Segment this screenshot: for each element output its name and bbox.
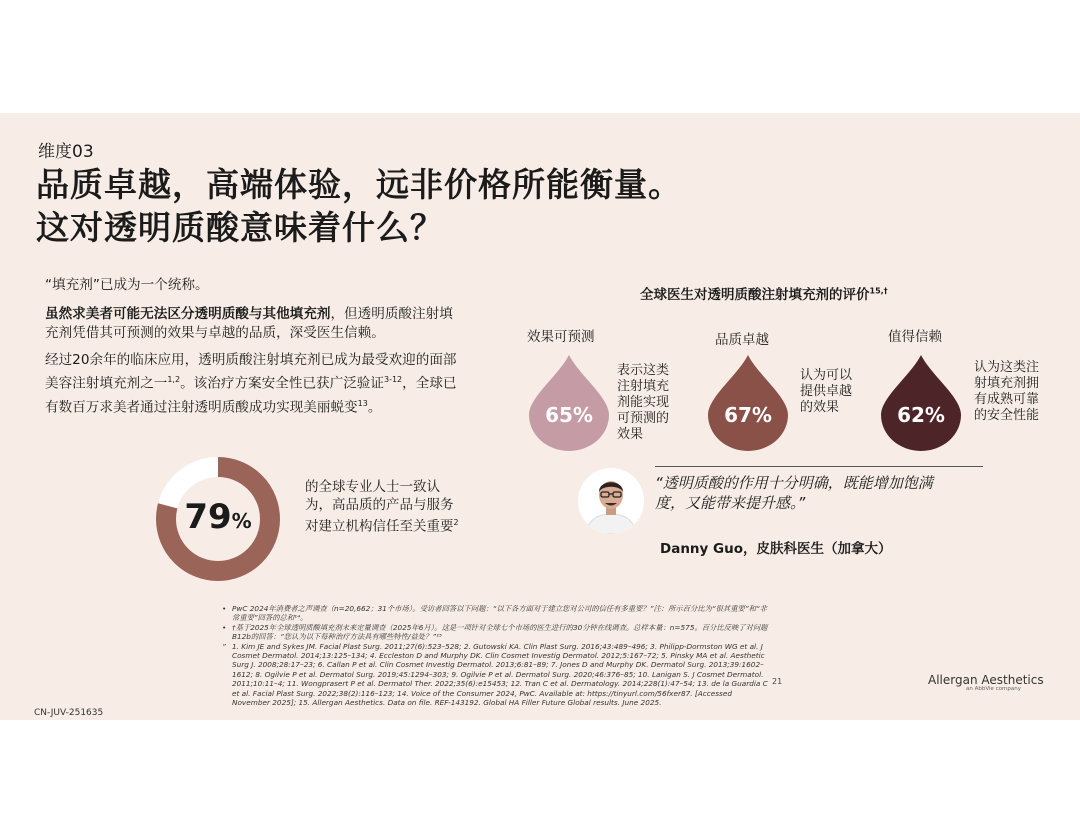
footnote-item (222, 642, 770, 708)
drop-description-line: 的效果 (800, 400, 840, 415)
drop-label: 效果可预测 (527, 329, 595, 345)
drop-description (617, 363, 669, 443)
trust-paragraph-rest: ，但透明质酸注射填充剂凭借其可预测的效果与卓越的品质，深受医生信赖。 (45, 306, 453, 341)
drop-value: 65% (545, 403, 593, 427)
footnote-bullet: • (222, 604, 227, 613)
stat-79-value: 79% (184, 497, 252, 537)
drop-description-line: 效果 (617, 427, 644, 442)
history-paragraph: 经过20余年的临床应用，透明质酸注射填充剂已成为最受欢迎的面部美容注射填充剂之一$^{1,2}$。该治疗方案安全性已获广泛验证$^{3-12}$，全球已有数百万求美者通过注射透明质酸成功实现美丽蜕变$^{13}$。 (45, 352, 457, 416)
drop-label: 品质卓越 (715, 332, 769, 348)
chart-title: 全球医生对透明质酸注射填充剂的评价$^{15,\dagger}$ (640, 286, 888, 303)
drop-description-line: 的安全性能 (974, 408, 1040, 423)
drop-description-line: 认为可以 (800, 368, 853, 383)
footnotes (222, 604, 770, 707)
drop-value: 67% (724, 403, 772, 427)
drop-description-line: 认为这类注 (974, 360, 1040, 375)
page-number: 21 (772, 677, 783, 686)
quote-speaker: Danny Guo，皮肤科医生（加拿大） (660, 541, 892, 557)
footnote-text: 1. Kim JE and Sykes JM. Facial Plast Surg. 2011;27(6):523–528; 2. Gutowski KA. Clin Plast Surg. 2016;43:489–496; 3. Philipp-Dormston WG et al. J Cosmet Dermatol. 2014;13:125–134; 4. Eccleston D and Murphy DK. Clin Cosmet Investig Dermatol. 2012;5:167–72; 5. Pinsky MA et al. Aesthetic Surg J. 2008;28:17–23; 6. Callan P et al. Clin Cosmet Investig Dermatol. 2013;6:81–89; 7. Jones D and Murphy DK. Dermatol Surg. 2013;39:1602–1612; 8. Ogilvie P et al. Dermatol Surg. 2019;45:1294–303; 9. Ogilvie P et al. Dermatol Surg. 2020;46:376–85; 10. Lanigan S. J Cosmet Dermatol. 2011;10:11–4; 11. Wongprasert P et al. Dermatol Ther. 2022;35(6):e15453; 12. Tran C et al. Dermatology. 2014;228(1):47–54; 13. de la Guardia C et al. Facial Plast Surg. 2022;38(2):116–123; 14. Voice of the Consumer 2024, PwC. Available at: https://tinyurl.com/56fxer87. [Accessed November 2025]; 15. Allergan Aesthetics. Data on file. REF-143192. Global HA Filler Future Global results. June 2025. (232, 641, 768, 708)
footnote-item (222, 604, 770, 623)
drop-value: 62% (897, 403, 945, 427)
title-line-1: 品质卓越，高端体验，远非价格所能衡量。 (36, 165, 682, 204)
page-title (36, 163, 682, 249)
footnote-bullet: ” (222, 641, 226, 651)
doctor-quote: “透明质酸的作用十分明确，既能增加饱满 度，又能带来提升感。” (655, 474, 933, 512)
footnote-text: PwC 2024年消费者之声调查（n=20,662；31个市场）。受访者回答以下问题：“以下各方面对于建立您对公司的信任有多重要？”注：所示百分比为“很其重要”和“非常重要”回答的总和¹⁴。 (232, 604, 767, 623)
drop-description-line: 射填充剂拥 (974, 376, 1040, 391)
title-line-2: 这对透明质酸意味着什么？ (36, 208, 444, 247)
drop-description-line: 有成熟可靠 (974, 392, 1040, 407)
slide (0, 113, 1080, 720)
drop-description-line: 提供卓越 (800, 384, 853, 399)
drop-description-line: 可预测的 (617, 411, 670, 426)
doctor-avatar (578, 468, 644, 534)
drop-description-line: 剂能实现 (617, 395, 670, 410)
drop-description-line: 注射填充 (617, 379, 670, 394)
person-portrait-icon (578, 468, 644, 534)
trust-paragraph (45, 305, 465, 343)
drop-description-line: 表示这类 (617, 363, 670, 378)
drop-description (800, 368, 852, 416)
quote-divider (655, 466, 983, 467)
intro-paragraph: “填充剂”已成为一个统称。 (45, 277, 209, 293)
trust-paragraph-bold: 虽然求美者可能无法区分透明质酸与其他填充剂 (45, 306, 331, 322)
drop-label: 值得信赖 (888, 329, 942, 345)
drop-description (974, 360, 1039, 424)
footnote-bullet: • (222, 622, 227, 632)
footnote-text: †基于2025年全球透明质酸填充剂未来定量调查（2025年6月）。这是一项针对全球七个市场的医生进行的30分钟在线调查。总样本量：n=575。百分比反映了对问题B12b的回答：“您认为以下每种治疗方法具有哪些特性/益处？”¹⁵ (232, 622, 768, 642)
footnote-item (222, 623, 770, 642)
stat-79-description: 的全球专业人士一致认为，高品质的产品与服务对建立机构信任至关重要$^2$ (305, 479, 459, 535)
document-code: CN-JUV-251635 (34, 708, 104, 718)
brand-subline: an AbbVie company (966, 686, 1021, 692)
brand-logo: Allergan Aesthetics (928, 673, 1044, 687)
dimension-label: 维度03 (38, 142, 94, 162)
